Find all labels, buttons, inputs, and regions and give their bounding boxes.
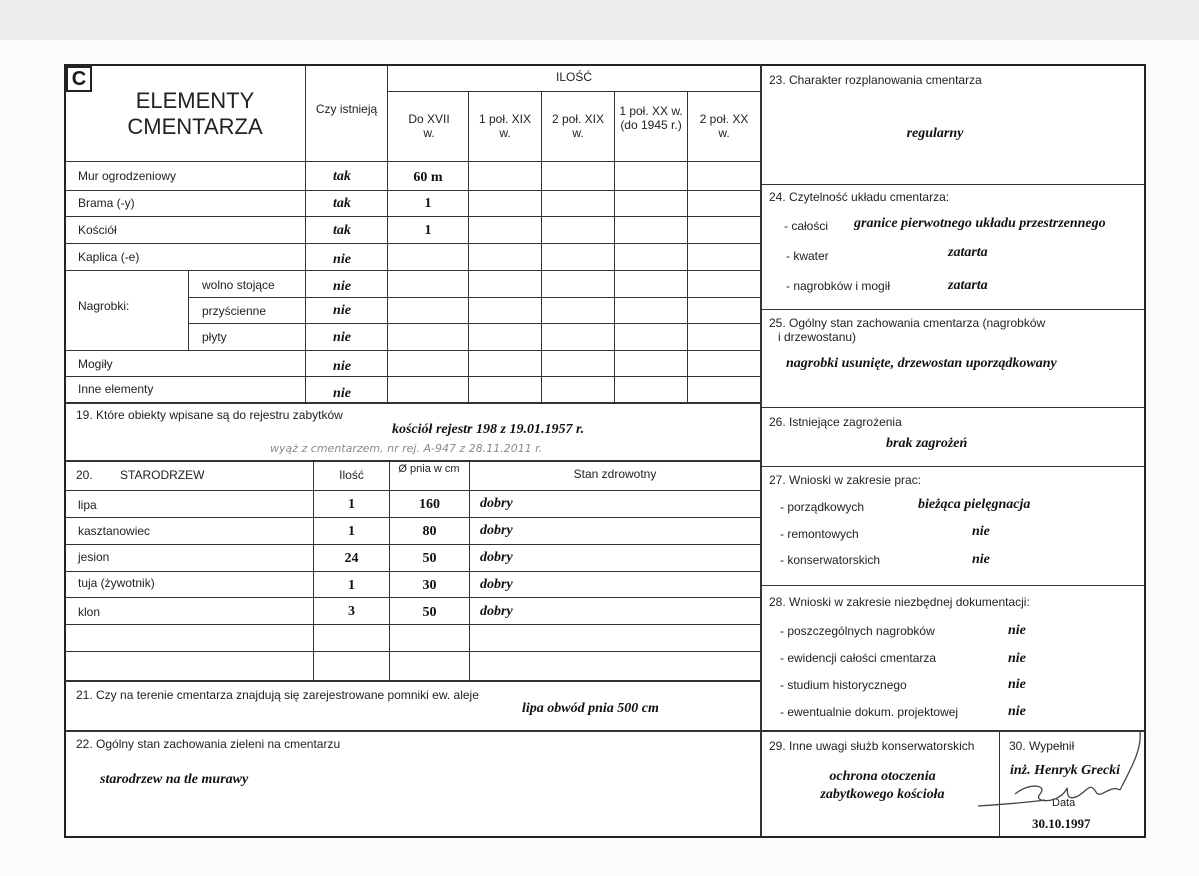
q23-label: 23. Charakter rozplanowania cmentarza — [769, 73, 982, 87]
element-label: Inne elementy — [78, 382, 154, 396]
q28-sub-value: nie — [1008, 704, 1026, 719]
q27-sub-value: nie — [972, 552, 990, 567]
section-letter: C — [66, 66, 92, 92]
element-exists: nie — [333, 386, 351, 401]
signature-icon — [970, 730, 1145, 820]
rule — [65, 490, 760, 491]
q26-value: brak zagrożeń — [886, 436, 968, 451]
period-header: Do XVII w. — [408, 112, 450, 140]
tree-health: dobry — [480, 523, 513, 538]
q27-label: 27. Wnioski w zakresie prac: — [769, 473, 922, 487]
q20-number: 20. — [76, 468, 93, 482]
q22-label: 22. Ogólny stan zachowania zieleni na cmentarzu — [76, 737, 341, 751]
q27-sub-value: nie — [972, 524, 990, 539]
rule — [65, 460, 760, 462]
nagrobki-type: przyścienne — [202, 304, 267, 318]
tree-name: lipa — [78, 498, 97, 512]
rule — [188, 323, 760, 324]
tree-health: dobry — [480, 604, 513, 619]
q19-label: 19. Które obiekty wpisane są do rejestru zabytków — [76, 408, 343, 422]
nagrobki-type: płyty — [202, 330, 227, 344]
rule — [65, 624, 760, 625]
rule — [188, 297, 760, 298]
tree-health: dobry — [480, 550, 513, 565]
rule — [65, 517, 760, 518]
q29-label: 29. Inne uwagi służb konserwatorskich — [769, 739, 975, 753]
rule — [65, 597, 760, 598]
nagrobki-type: wolno stojące — [202, 278, 275, 292]
period-header: 2 poł. XIX w. — [551, 112, 605, 140]
rule — [188, 270, 189, 350]
rule — [389, 461, 390, 681]
element-qty: 1 — [424, 223, 432, 238]
q21-value: lipa obwód pnia 500 cm — [522, 701, 659, 716]
rule — [762, 466, 1145, 467]
q27-sub-value: bieżąca pielęgnacja — [918, 497, 1031, 512]
ilosc-header: ILOŚĆ — [555, 70, 592, 84]
q26-label: 26. Istniejące zagrożenia — [769, 415, 902, 429]
rule — [65, 270, 760, 271]
element-label: Kaplica (-e) — [78, 250, 140, 264]
rule — [65, 161, 760, 162]
rule — [762, 184, 1145, 185]
tree-diameter: 50 — [422, 605, 437, 620]
tree-name: jesion — [78, 550, 110, 564]
rule — [762, 407, 1145, 408]
tree-count: 1 — [348, 497, 355, 512]
rule — [65, 190, 760, 191]
q30-value: inż. Henryk Grecki — [1010, 763, 1121, 778]
rule — [614, 91, 615, 403]
q24-sub-value: granice pierwotnego układu przestrzennego — [854, 216, 1106, 231]
q28-sub-label: - ewidencji całości cmentarza — [780, 651, 937, 665]
element-label: Mur ogrodzeniowy — [78, 169, 177, 183]
nagrobki-exists: nie — [333, 279, 351, 294]
rule — [762, 309, 1145, 310]
q21-label: 21. Czy na terenie cmentarza znajdują się zarejestrowane pomniki ew. aleje — [76, 688, 479, 702]
element-exists: nie — [333, 252, 351, 267]
rule — [65, 376, 760, 377]
q28-sub-label: - studium historycznego — [780, 678, 907, 692]
tree-diameter: 80 — [422, 524, 437, 539]
tree-health: dobry — [480, 577, 513, 592]
q29-value-cont: zabytkowego kościoła — [820, 787, 945, 802]
q27-sub-label: - remontowych — [780, 527, 859, 541]
period-header: 2 poł. XX w. — [699, 112, 749, 140]
page-title: ELEMENTY CMENTARZA — [127, 88, 263, 139]
q23-value: regularny — [906, 126, 964, 141]
tree-diameter: 50 — [422, 551, 437, 566]
rule — [762, 585, 1145, 586]
element-label: Mogiły — [78, 357, 113, 371]
rule — [313, 461, 314, 681]
form-card — [64, 64, 1146, 838]
rule — [65, 243, 760, 244]
rule — [65, 350, 760, 351]
nagrobki-exists: nie — [333, 303, 351, 318]
period-header: 1 poł. XIX w. — [478, 112, 532, 140]
q20-label: STARODRZEW — [120, 468, 205, 482]
rule — [541, 91, 542, 403]
q28-sub-label: - ewentualnie dokum. projektowej — [780, 705, 959, 719]
q25-value: nagrobki usunięte, drzewostan uporządkowany — [786, 356, 1057, 371]
rule — [469, 461, 470, 681]
q28-sub-label: - poszczególnych nagrobków — [780, 624, 935, 638]
q24-label: 24. Czytelność układu cmentarza: — [769, 190, 950, 204]
q24-sub-value: zatarta — [948, 245, 988, 260]
period-header: 1 poł. XX w. (do 1945 r.) — [619, 104, 683, 132]
rule — [65, 651, 760, 652]
q30-label: 30. Wypełnił — [1009, 739, 1075, 753]
q20-col-ilosc: Ilość — [339, 468, 364, 482]
czy-istnieja-header: Czy istnieją — [315, 102, 378, 116]
nagrobki-label: Nagrobki: — [78, 299, 130, 313]
element-exists: tak — [333, 169, 351, 184]
rule — [468, 91, 469, 403]
rule — [65, 216, 760, 217]
tree-health: dobry — [480, 496, 513, 511]
q25-label-cont: i drzewostanu) — [778, 330, 857, 344]
element-label: Brama (-y) — [78, 196, 135, 210]
element-qty: 1 — [424, 196, 432, 211]
q30-date: 30.10.1997 — [1032, 816, 1091, 831]
q24-sub-label: - całości — [784, 219, 829, 233]
tree-name: kasztanowiec — [78, 524, 151, 538]
scanner-edge — [0, 0, 1199, 40]
tree-name: tuja (żywotnik) — [78, 576, 155, 590]
rule — [687, 91, 688, 403]
q25-label: 25. Ogólny stan zachowania cmentarza (nagrobków — [769, 316, 1046, 330]
q28-sub-value: nie — [1008, 623, 1026, 638]
element-exists: tak — [333, 196, 351, 211]
tree-diameter: 160 — [419, 497, 440, 512]
rule — [65, 680, 760, 682]
rule — [388, 91, 760, 92]
element-qty: 60 m — [413, 170, 443, 185]
rule — [760, 65, 762, 837]
rule — [65, 571, 760, 572]
q27-sub-label: - konserwatorskich — [780, 553, 881, 567]
q30-date-label: Data — [1052, 797, 1076, 809]
rule — [65, 544, 760, 545]
q24-sub-label: - kwater — [786, 249, 829, 263]
tree-count: 24 — [344, 551, 359, 566]
q24-sub-value: zatarta — [948, 278, 988, 293]
q28-sub-value: nie — [1008, 677, 1026, 692]
q20-col-pnia: Ø pnia w cm — [398, 463, 460, 475]
q19-value: kościół rejestr 198 z 19.01.1957 r. — [392, 422, 585, 437]
tree-count: 3 — [348, 604, 355, 619]
tree-count: 1 — [348, 524, 355, 539]
q24-sub-label: - nagrobków i mogił — [786, 279, 891, 293]
rule — [65, 402, 760, 404]
q27-sub-label: - porządkowych — [780, 500, 865, 514]
element-label: Kościół — [78, 223, 117, 237]
q20-col-stan: Stan zdrowotny — [573, 467, 657, 481]
q28-sub-value: nie — [1008, 651, 1026, 666]
tree-diameter: 30 — [422, 578, 437, 593]
q22-value: starodrzew na tle murawy — [100, 772, 249, 787]
nagrobki-exists: nie — [333, 330, 351, 345]
tree-count: 1 — [348, 578, 355, 593]
q19-pencil-note: wyąż z cmentarzem, nr rej. A-947 z 28.11.2011 r. — [270, 442, 543, 455]
element-exists: tak — [333, 223, 351, 238]
q29-value: ochrona otoczenia — [829, 769, 936, 784]
q28-label: 28. Wnioski w zakresie niezbędnej dokumentacji: — [769, 595, 1030, 609]
tree-name: klon — [78, 605, 101, 619]
element-exists: nie — [333, 359, 351, 374]
